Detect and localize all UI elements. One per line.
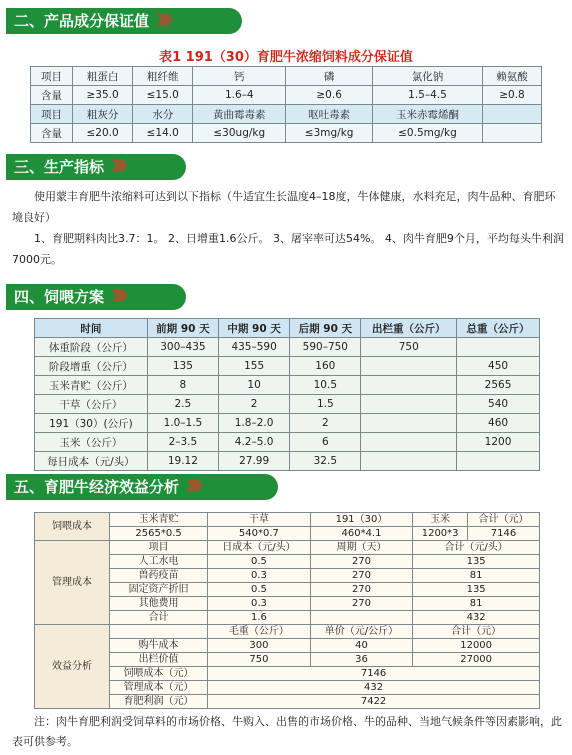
table-cell: 含量: [31, 124, 73, 143]
table-cell: 磷: [286, 67, 373, 86]
table-cell: 玉米: [413, 513, 468, 527]
table-cell: 干草（公斤）: [35, 395, 148, 414]
feeding-table: [34, 318, 540, 471]
table-cell: [110, 625, 208, 639]
table-cell: [457, 338, 540, 357]
table-cell: 1200: [457, 433, 540, 452]
table-cell: 项目: [110, 541, 208, 555]
table-cell: ≥0.6: [286, 86, 373, 105]
table-cell: 135: [413, 583, 540, 597]
table-cell: 前期 90 天: [147, 319, 218, 338]
table-cell: 435–590: [219, 338, 290, 357]
section-title: 二、产品成分保证值: [14, 12, 150, 30]
section-title: 五、育肥牛经济效益分析: [14, 478, 180, 496]
group-label: 效益分析: [35, 625, 110, 709]
table-cell: 540: [457, 395, 540, 414]
table1-caption: 表1 191（30）育肥牛浓缩饲料成分保证值: [159, 50, 413, 65]
table-cell: 体重阶段（公斤）: [35, 338, 148, 357]
section-header-ingredients: [6, 8, 242, 34]
table-cell: 玉米赤霉烯酮: [373, 105, 483, 124]
table-cell: 干草: [208, 513, 311, 527]
section-title: 四、饲喂方案: [14, 288, 105, 306]
table-cell: 450: [457, 357, 540, 376]
table-cell: ≤15.0: [133, 86, 193, 105]
table-cell: 6: [290, 433, 361, 452]
table-cell: 2.5: [147, 395, 218, 414]
table-cell: 兽药疫苗: [110, 569, 208, 583]
table-cell: 19.12: [147, 452, 218, 471]
table-row: [35, 597, 540, 611]
table-row: [35, 555, 540, 569]
table-row: [35, 611, 540, 625]
table-cell: 4.2–5.0: [219, 433, 290, 452]
table-cell: 日成本（元/头）: [208, 541, 311, 555]
table-cell: [457, 452, 540, 471]
table-cell: 合计（元）: [413, 625, 540, 639]
table-cell: 单价（元/公斤）: [310, 625, 413, 639]
table-cell: 玉米青贮（公斤）: [35, 376, 148, 395]
table-cell: 阶段增重（公斤）: [35, 357, 148, 376]
arrows-icon: 》》》: [112, 289, 132, 305]
group-label: 饲喂成本: [35, 513, 110, 541]
table-cell: 432: [208, 681, 540, 695]
table-cell: 155: [219, 357, 290, 376]
table-row: [31, 124, 542, 143]
table-cell: 270: [310, 583, 413, 597]
table-cell: [482, 124, 541, 143]
table-cell: 2565*0.5: [110, 527, 208, 541]
table-cell: 135: [147, 357, 218, 376]
table-cell: 1200*3: [413, 527, 468, 541]
table-cell: [361, 452, 457, 471]
table-cell: 合计: [110, 611, 208, 625]
table-row: [35, 338, 540, 357]
table-cell: 赖氨酸: [482, 67, 541, 86]
production-metrics: 1、育肥期料肉比3.7：1。 2、日增重1.6公斤。 3、屠宰率可达54%。 4、肉牛育肥9个月，平均每头牛利润7000元。: [12, 232, 564, 266]
table-cell: 81: [413, 569, 540, 583]
table-cell: 粗灰分: [73, 105, 133, 124]
table-cell: 每日成本（元/头）: [35, 452, 148, 471]
table-cell: 160: [290, 357, 361, 376]
table-cell: 钙: [193, 67, 286, 86]
table-cell: 出栏价值: [110, 653, 208, 667]
table-cell: 7146: [467, 527, 539, 541]
table-cell: 粗纤维: [133, 67, 193, 86]
table-cell: 0.5: [208, 555, 311, 569]
table-cell: ≥35.0: [73, 86, 133, 105]
table-cell: 1.6–4: [193, 86, 286, 105]
table-cell: 7422: [208, 695, 540, 709]
table-row: [35, 569, 540, 583]
table-row: [35, 527, 540, 541]
table-cell: 460: [457, 414, 540, 433]
arrows-icon: 》》》: [157, 13, 177, 29]
table-row: [35, 357, 540, 376]
table-cell: ≤30ug/kg: [193, 124, 286, 143]
table-row: [35, 653, 540, 667]
table-cell: 1.5–4.5: [373, 86, 483, 105]
table-row: [35, 319, 540, 338]
table-cell: 黄曲霉毒素: [193, 105, 286, 124]
table-cell: ≤20.0: [73, 124, 133, 143]
economics-table: [34, 512, 540, 709]
table-cell: 项目: [31, 67, 73, 86]
table-cell: 36: [310, 653, 413, 667]
table-row: [35, 695, 540, 709]
group-label: 管理成本: [35, 541, 110, 625]
table-cell: 300: [208, 639, 311, 653]
table-row: [35, 376, 540, 395]
table-cell: 270: [310, 555, 413, 569]
table-cell: 合计（元）: [467, 513, 539, 527]
table-row: [35, 452, 540, 471]
table-row: [35, 395, 540, 414]
table-cell: 2: [219, 395, 290, 414]
table-cell: 750: [361, 338, 457, 357]
table-cell: ≤0.5mg/kg: [373, 124, 483, 143]
table-cell: 0.3: [208, 597, 311, 611]
table-cell: [361, 395, 457, 414]
table-cell: 出栏重（公斤）: [361, 319, 457, 338]
table-cell: [482, 105, 541, 124]
table-cell: [310, 611, 413, 625]
table-cell: 7146: [208, 667, 540, 681]
table-row: [35, 433, 540, 452]
table-cell: 项目: [31, 105, 73, 124]
table-cell: 27.99: [219, 452, 290, 471]
section-title: 三、生产指标: [14, 158, 105, 176]
footnote: 注：肉牛育肥利润受饲草料的市场价格、牛购入、出售的市场价格、牛的品种、当地气候条件等因素影响，此表可供参考。: [12, 715, 562, 748]
table-cell: 1.8–2.0: [219, 414, 290, 433]
table-cell: ≤14.0: [133, 124, 193, 143]
table-cell: 人工水电: [110, 555, 208, 569]
table-cell: 300–435: [147, 338, 218, 357]
section-header-economics: [6, 474, 278, 500]
table-row: [35, 639, 540, 653]
table-cell: [361, 376, 457, 395]
table-cell: 育肥利润（元）: [110, 695, 208, 709]
table-cell: 540*0.7: [208, 527, 311, 541]
table-cell: 8: [147, 376, 218, 395]
table-cell: 总重（公斤）: [457, 319, 540, 338]
table-cell: 水分: [133, 105, 193, 124]
table-cell: 粗蛋白: [73, 67, 133, 86]
table-cell: 购牛成本: [110, 639, 208, 653]
table-row: [35, 541, 540, 555]
table-cell: 合计（元/头）: [413, 541, 540, 555]
table-cell: 玉米青贮: [110, 513, 208, 527]
table-cell: 玉米（公斤）: [35, 433, 148, 452]
table-cell: [361, 414, 457, 433]
table-cell: 2565: [457, 376, 540, 395]
table-cell: 270: [310, 569, 413, 583]
table-cell: 81: [413, 597, 540, 611]
table-cell: 27000: [413, 653, 540, 667]
production-intro: 使用蒙丰育肥牛浓缩料可达到以下指标（牛适宜生长温度4–18度，牛体健康，水料充足，肉牛品种、育肥环境良好）: [12, 190, 556, 224]
table-cell: 0.3: [208, 569, 311, 583]
table-cell: 191（30）(公斤): [35, 414, 148, 433]
table-cell: 中期 90 天: [219, 319, 290, 338]
table-cell: 周期（天）: [310, 541, 413, 555]
table-cell: 管理成本（元）: [110, 681, 208, 695]
table-cell: 固定资产折旧: [110, 583, 208, 597]
table-row: [35, 625, 540, 639]
table-cell: 432: [413, 611, 540, 625]
table-row: [35, 513, 540, 527]
table-cell: 135: [413, 555, 540, 569]
table-cell: 1.5: [290, 395, 361, 414]
table-row: [31, 86, 542, 105]
table-cell: 后期 90 天: [290, 319, 361, 338]
table-row: [35, 667, 540, 681]
table-cell: 270: [310, 597, 413, 611]
table-row: [35, 414, 540, 433]
table-cell: 10.5: [290, 376, 361, 395]
table-cell: 32.5: [290, 452, 361, 471]
table-cell: 含量: [31, 86, 73, 105]
table-cell: 10: [219, 376, 290, 395]
section-header-production: [6, 154, 186, 180]
table-cell: 时间: [35, 319, 148, 338]
table-cell: 191（30）: [310, 513, 413, 527]
table-cell: 0.5: [208, 583, 311, 597]
table-cell: 12000: [413, 639, 540, 653]
table-row: [31, 105, 542, 124]
table-cell: [361, 357, 457, 376]
ingredient-table: [30, 66, 542, 143]
table-cell: 呕吐毒素: [286, 105, 373, 124]
table-cell: 毛重（公斤）: [208, 625, 311, 639]
table-cell: 2–3.5: [147, 433, 218, 452]
table-cell: ≤3mg/kg: [286, 124, 373, 143]
table-row: [35, 681, 540, 695]
table-cell: 460*4.1: [310, 527, 413, 541]
table-cell: [361, 433, 457, 452]
table-cell: 饲喂成本（元）: [110, 667, 208, 681]
table-cell: 1.6: [208, 611, 311, 625]
table-cell: 氯化钠: [373, 67, 483, 86]
table-row: [35, 583, 540, 597]
table-row: [31, 67, 542, 86]
table-cell: 2: [290, 414, 361, 433]
section-header-feeding: [6, 284, 186, 310]
table-cell: 40: [310, 639, 413, 653]
table-cell: ≥0.8: [482, 86, 541, 105]
arrows-icon: 》》》: [112, 159, 132, 175]
table-cell: 590–750: [290, 338, 361, 357]
table-cell: 其他费用: [110, 597, 208, 611]
table-cell: 1.0–1.5: [147, 414, 218, 433]
table-cell: 750: [208, 653, 311, 667]
arrows-icon: 》》》: [187, 479, 207, 495]
production-paragraph: [12, 186, 564, 270]
